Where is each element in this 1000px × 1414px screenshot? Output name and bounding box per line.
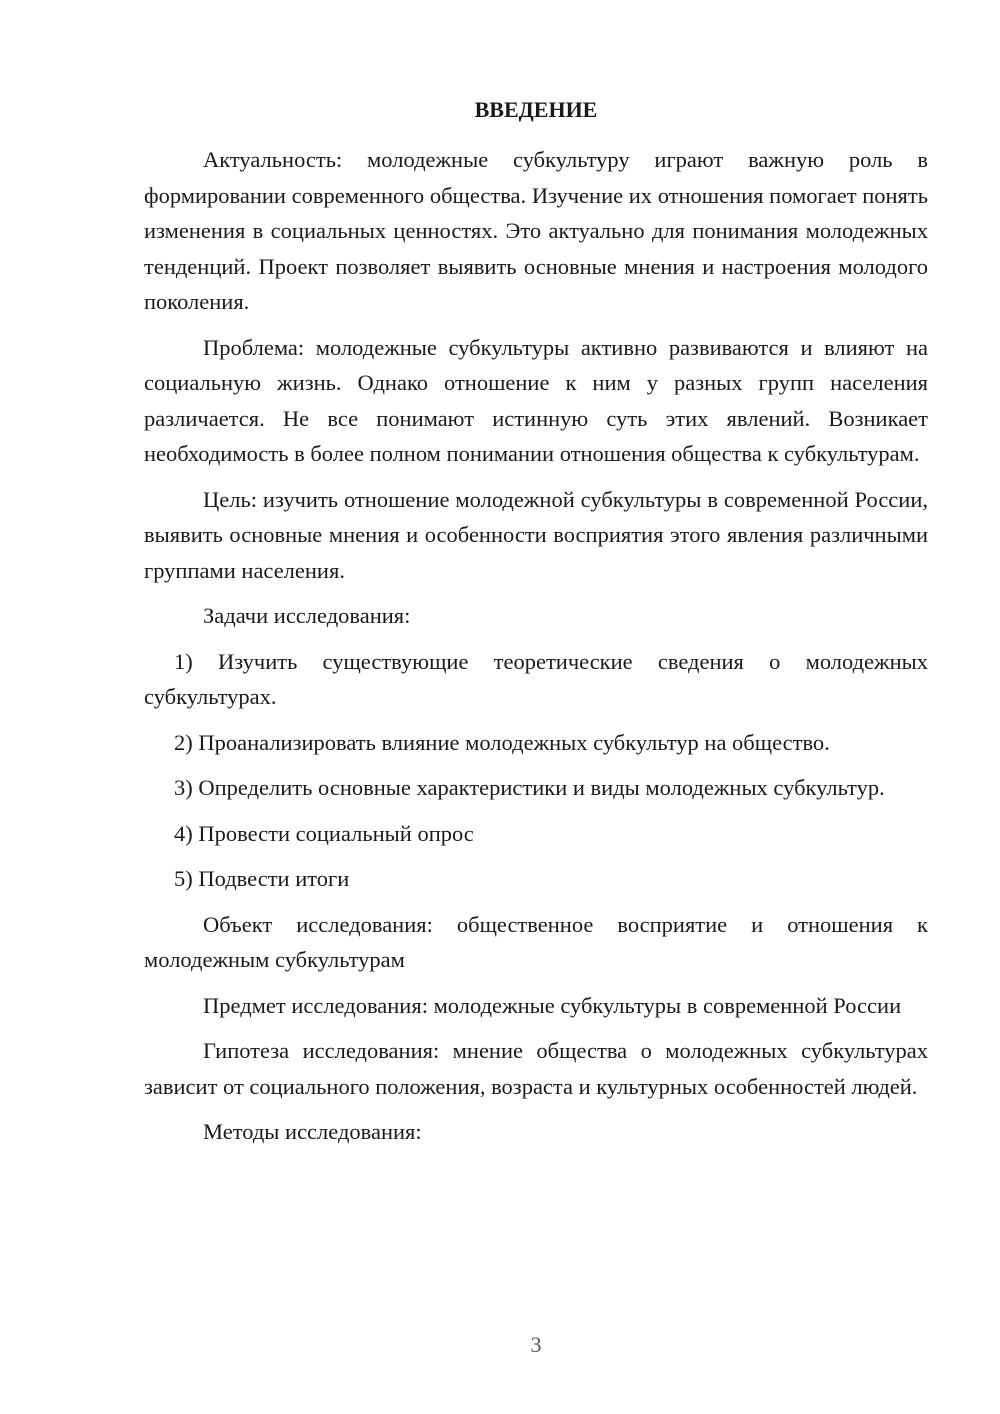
- paragraph-subject: Предмет исследования: молодежные субкультуры в современной России: [203, 992, 902, 1018]
- task-item-4: 4) Провести социальный опрос: [174, 820, 474, 846]
- task-item-3: 3) Определить основные характеристики и виды молодежных субкультур.: [174, 775, 885, 800]
- task-item-2: 2) Проанализировать влияние молодежных субкультур на общество.: [174, 729, 830, 755]
- tasks-heading: Задачи исследования:: [203, 603, 411, 628]
- paragraph-goal: Цель: изучить отношение молодежной субкультуры в современной России, выявить основные мнения и особенности восприятия этого явления различными группами населения.: [144, 486, 928, 583]
- paragraph-relevance: Актуальность: молодежные субкультуру играют важную роль в формировании современного общества. Изучение их отношения помогает понять изменения в социальных ценностях. Это актуально для понимания молодежных тенденций. Проект позволяет выявить основные мнения и настроения молодого поколения.: [144, 147, 928, 314]
- task-item-5: 5) Подвести итоги: [174, 866, 350, 891]
- section-title: ВВЕДЕНИЕ: [474, 97, 598, 122]
- page-number: 3: [530, 1332, 542, 1357]
- paragraph-hypothesis: Гипотеза исследования: мнение общества о молодежных субкультурах зависит от социального положения, возраста и культурных особенностей людей.: [144, 1038, 928, 1099]
- paragraph-object: Объект исследования: общественное восприятие и отношения к молодежным субкультурам: [144, 911, 928, 972]
- document-page: [144, 92, 928, 1160]
- methods-heading: Методы исследования:: [203, 1119, 422, 1144]
- task-item-1: 1) Изучить существующие теоретические сведения о молодежных субкультурах.: [144, 648, 928, 709]
- paragraph-problem: Проблема: молодежные субкультуры активно развиваются и влияют на социальную жизнь. Однако отношение к ним у разных групп населения различается. Не все понимают истинную суть этих явлений. Возникает необходимость в более полном понимании отношения общества к субкультурам.: [144, 334, 928, 466]
